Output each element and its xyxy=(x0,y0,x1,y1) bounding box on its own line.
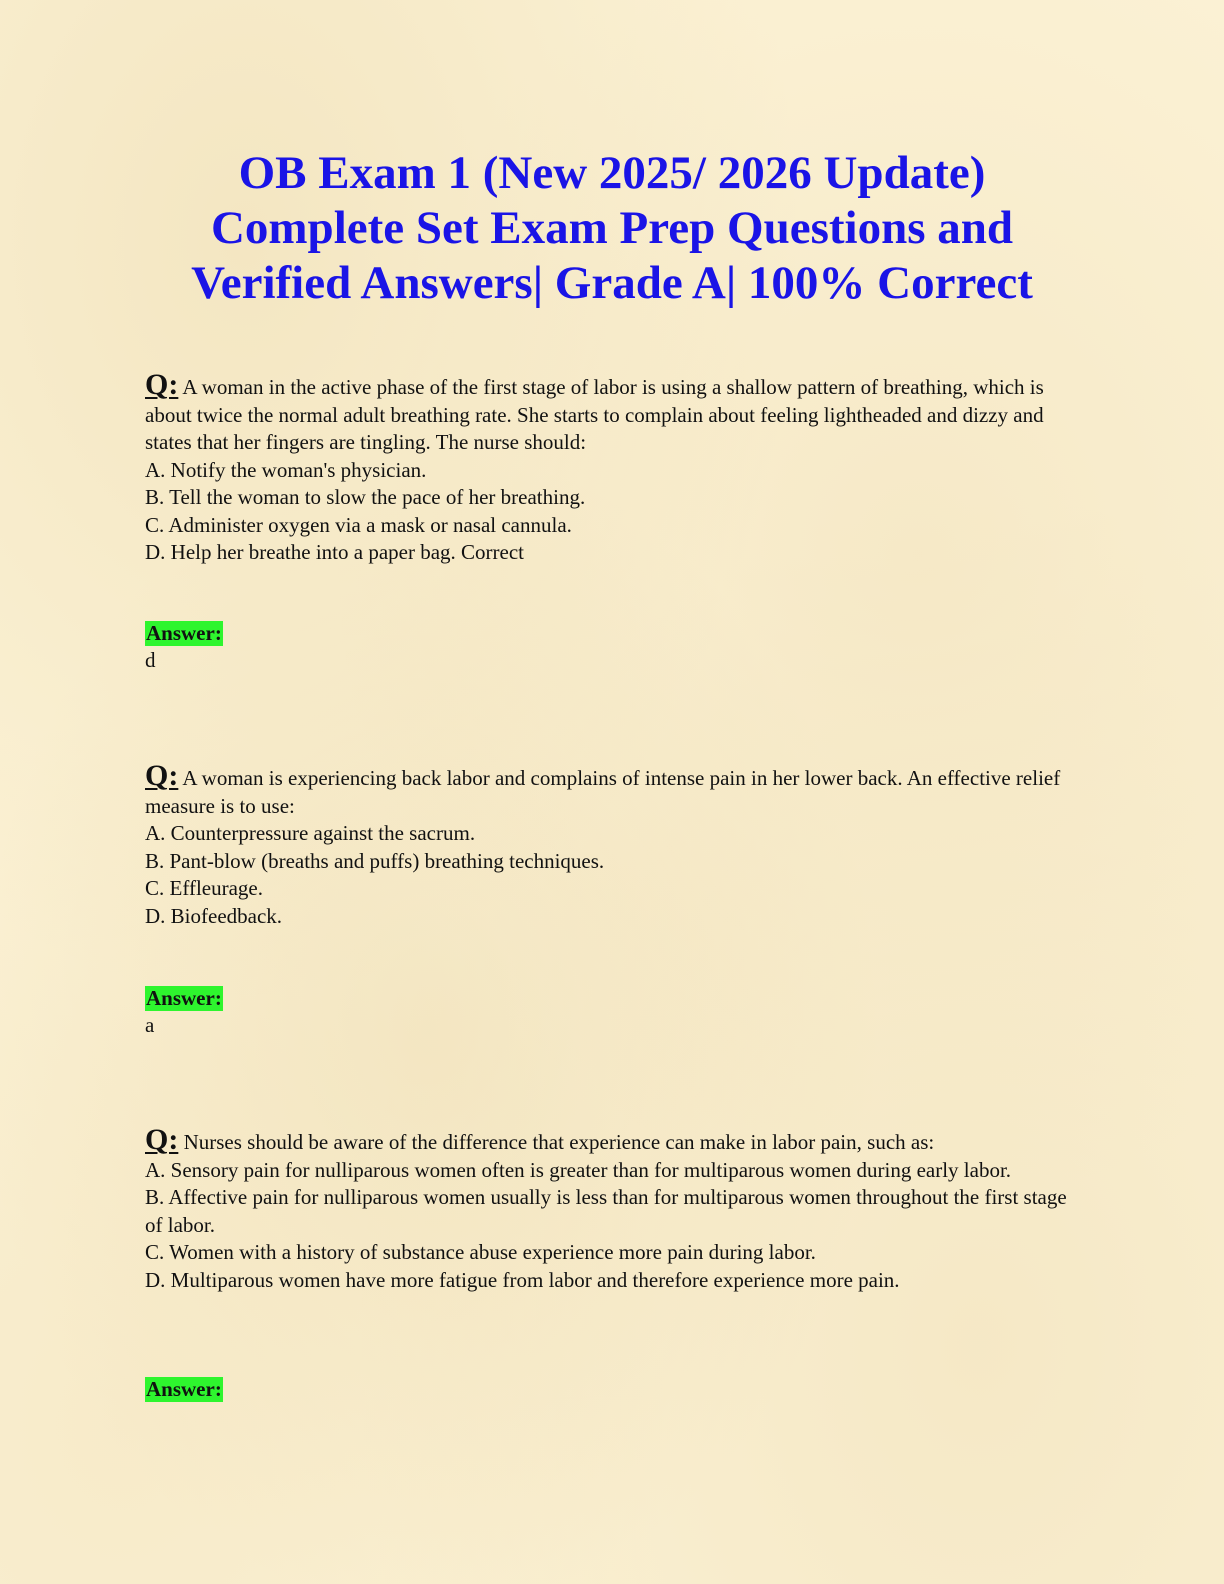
option-b: B. Tell the woman to slow the pace of her breathing. xyxy=(145,485,586,509)
option-d: D. Help her breathe into a paper bag. Correct xyxy=(145,540,525,564)
answer-label: Answer: xyxy=(146,986,222,1010)
question-label: Q: xyxy=(145,368,179,401)
document-title xyxy=(100,146,1124,311)
question-block-3 xyxy=(145,1123,1085,1294)
option-list xyxy=(145,457,1085,567)
option-a: A. Notify the woman's physician. xyxy=(145,457,427,482)
question-block-2 xyxy=(145,759,1085,930)
title-line-2: Complete Set Exam Prep Questions and xyxy=(210,202,1014,254)
title-line-3: Verified Answers| Grade A| 100% Correct xyxy=(191,257,1033,309)
option-d: D. Biofeedback. xyxy=(145,903,283,928)
answer-value: d xyxy=(145,648,156,672)
question-label: Q: xyxy=(145,759,179,792)
option-list xyxy=(145,820,1085,930)
option-b: B. Pant-blow (breaths and puffs) breathing techniques. xyxy=(145,848,605,873)
answer-label: Answer: xyxy=(146,1377,222,1401)
option-c: C. Effleurage. xyxy=(145,876,263,900)
option-list xyxy=(145,1157,1085,1295)
answer-block-2 xyxy=(145,985,223,1039)
option-b: B. Affective pain for nulliparous women usually is less than for multiparous women throughout the first stage of labor. xyxy=(145,1185,1067,1237)
question-stem: A woman is experiencing back labor and complains of intense pain in her lower back. An effective relief measure is to use: xyxy=(145,766,1061,818)
answer-block-3 xyxy=(145,1376,223,1403)
option-d: D. Multiparous women have more fatigue from labor and therefore experience more pain. xyxy=(145,1267,900,1292)
answer-value: a xyxy=(145,1013,155,1037)
question-block-1 xyxy=(145,368,1085,567)
question-stem: Nurses should be aware of the difference that experience can make in labor pain, such as: xyxy=(178,1130,935,1154)
question-text-3 xyxy=(145,1123,1085,1157)
option-c: C. Administer oxygen via a mask or nasal cannula. xyxy=(145,512,572,537)
question-text-2 xyxy=(145,759,1085,820)
answer-block-1 xyxy=(145,620,223,674)
option-c: C. Women with a history of substance abuse experience more pain during labor. xyxy=(145,1240,816,1264)
option-a: A. Sensory pain for nulliparous women often is greater than for multiparous women during early labor. xyxy=(145,1157,1012,1182)
title-line-1: OB Exam 1 (New 2025/ 2026 Update) xyxy=(238,147,986,199)
answer-label: Answer: xyxy=(146,621,222,645)
option-a: A. Counterpressure against the sacrum. xyxy=(145,821,476,845)
question-label: Q: xyxy=(145,1123,179,1156)
question-stem: A woman in the active phase of the first stage of labor is using a shallow pattern of breathing, which is about twice the normal adult breathing rate. She starts to complain about feeling lightheaded and dizzy and states that her fingers are tingling. The nurse should: xyxy=(145,375,1044,454)
question-text-1 xyxy=(145,368,1085,457)
